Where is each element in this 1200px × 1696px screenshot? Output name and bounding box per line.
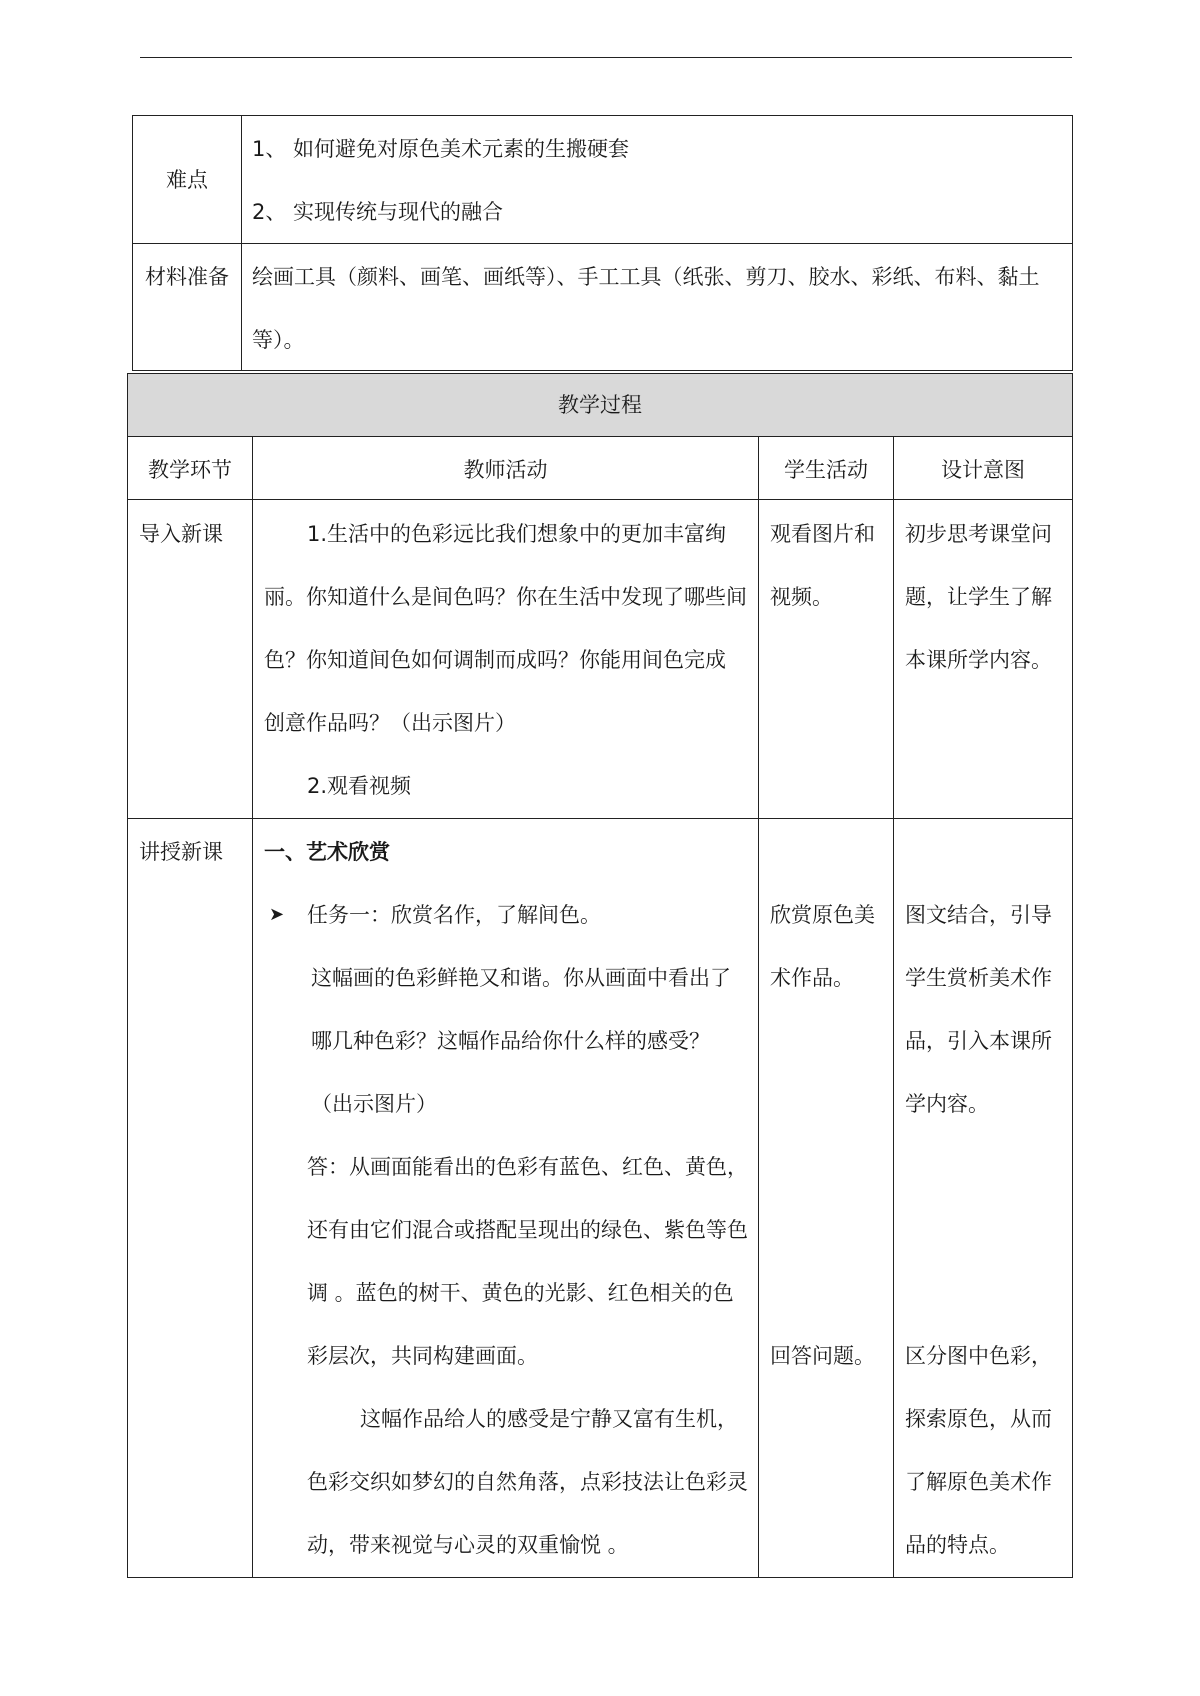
teacher-text-line: 色彩交织如梦幻的自然角落，点彩技法让色彩灵 [307, 1470, 748, 1494]
student-text-line: 观看图片和 [770, 522, 875, 546]
student-cell [758, 818, 894, 1578]
teacher-text-line: 还有由它们混合或搭配呈现出的绿色、紫色等色 [307, 1218, 748, 1242]
difficulty-label: 难点 [166, 168, 208, 192]
process-title: 教学过程 [558, 393, 642, 417]
intent-text-line: 学内容。 [905, 1092, 989, 1116]
intent-text-line: 初步思考课堂问 [905, 522, 1052, 546]
teacher-cell [252, 818, 759, 1578]
teacher-text-line: 彩层次，共同构建画面。 [307, 1344, 538, 1368]
teacher-text-line: 色？你知道间色如何调制而成吗？你能用间色完成 [264, 648, 726, 672]
stage-label: 导入新课 [139, 522, 223, 546]
difficulty-item: 1、 如何避免对原色美术元素的生搬硬套 [252, 137, 630, 161]
teacher-text-line: 答：从画面能看出的色彩有蓝色、红色、黄色， [307, 1155, 748, 1179]
teacher-text-line: 2.观看视频 [307, 774, 412, 798]
intent-text-line: 区分图中色彩， [905, 1344, 1052, 1368]
stage-cell [127, 818, 253, 1578]
difficulty-item: 2、 实现传统与现代的融合 [252, 200, 504, 224]
intent-text-line: 品的特点。 [905, 1533, 1010, 1557]
header-student: 学生活动 [784, 458, 868, 482]
stage-label: 讲授新课 [139, 840, 223, 864]
header-teacher: 教师活动 [463, 458, 548, 482]
intent-text-line: 本课所学内容。 [905, 648, 1052, 672]
section-title: 一、艺术欣赏 [264, 840, 390, 864]
arrow-bullet-icon: ➤ [269, 904, 285, 925]
materials-text-line: 等）。 [252, 328, 305, 352]
intent-cell [893, 818, 1073, 1578]
student-text-line: 术作品。 [770, 966, 854, 990]
teacher-text-line: 创意作品吗？（出示图片） [264, 711, 516, 735]
teacher-text-line: 哪几种色彩？这幅作品给你什么样的感受？ [311, 1029, 710, 1053]
intent-text-line: 题，让学生了解 [905, 585, 1052, 609]
intent-text-line: 探索原色，从而 [905, 1407, 1052, 1431]
intent-text-line: 品，引入本课所 [905, 1029, 1052, 1053]
header-rule [140, 57, 1072, 58]
teacher-text-line: 调 。蓝色的树干、黄色的光影、红色相关的色 [307, 1281, 734, 1305]
task-title: 任务一：欣赏名作，了解间色。 [307, 903, 601, 927]
header-stage: 教学环节 [148, 458, 232, 482]
student-text-line: 回答问题。 [770, 1344, 875, 1368]
intent-text-line: 图文结合，引导 [905, 903, 1052, 927]
teacher-text-line: 1.生活中的色彩远比我们想象中的更加丰富绚 [307, 522, 727, 546]
teacher-text-line: （出示图片） [311, 1092, 437, 1116]
intent-text-line: 了解原色美术作 [905, 1470, 1052, 1494]
teacher-text-line: 这幅作品给人的感受是宁静又富有生机， [360, 1407, 738, 1431]
intent-text-line: 学生赏析美术作 [905, 966, 1052, 990]
student-text-line: 欣赏原色美 [770, 903, 875, 927]
materials-text-line: 绘画工具（颜料、画笔、画纸等）、手工工具（纸张、剪刀、胶水、彩纸、布料、黏土 [252, 265, 1040, 289]
teacher-text-line: 这幅画的色彩鲜艳又和谐。你从画面中看出了 [311, 966, 731, 990]
teacher-text-line: 丽。你知道什么是间色吗？你在生活中发现了哪些间 [264, 585, 747, 609]
header-intent: 设计意图 [941, 458, 1025, 482]
student-text-line: 视频。 [770, 585, 833, 609]
materials-label: 材料准备 [145, 265, 229, 289]
teacher-text-line: 动，带来视觉与心灵的双重愉悦 。 [307, 1533, 629, 1557]
